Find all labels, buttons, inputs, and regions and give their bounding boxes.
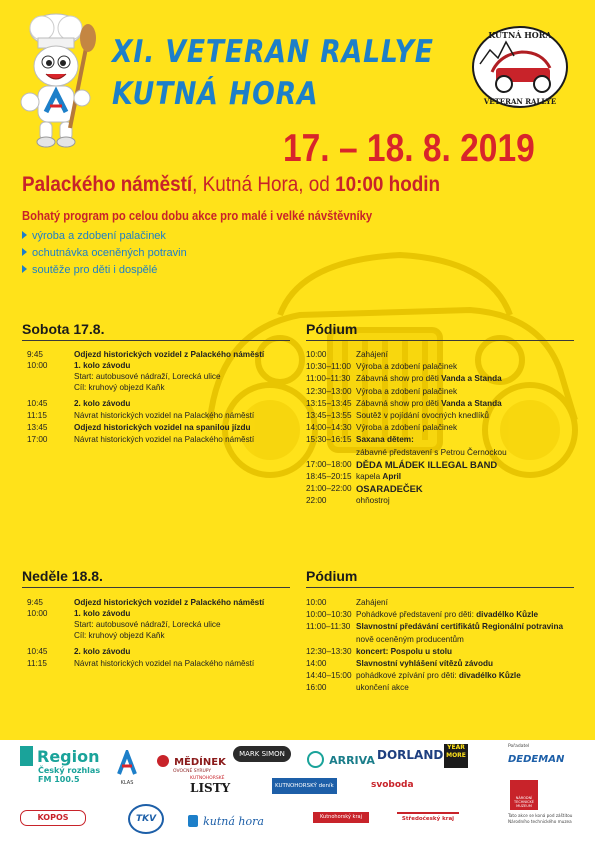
stage-text — [356, 447, 576, 459]
medinek-logo: MĚDÍNEK OVOCNÉ SYRUPY — [157, 750, 226, 774]
stage-text-pre: Zábavná show pro děti — [356, 374, 442, 384]
kutnohorsky-denik-logo: KUTNOHORSKÝ deník — [272, 778, 337, 794]
schedule-time: 11:15 — [27, 659, 47, 668]
sunday-stage-rule — [306, 587, 574, 588]
stage-text-pre: Výroba a zdobení palačinek — [356, 423, 458, 433]
schedule-text: Návrat historických vozidel na Palackého náměstí — [74, 411, 255, 420]
stage-time: 22:00 — [306, 496, 327, 506]
stage-text — [356, 361, 576, 373]
schedule-text: Cíl: kruhový objezd Kaňk — [74, 383, 165, 392]
venue-place: Palackého náměstí — [22, 173, 193, 196]
stage-row — [306, 658, 576, 670]
stage-time: 10:00 — [306, 598, 327, 607]
schedule-text: 2. kolo závodu — [74, 647, 131, 656]
schedule-text: Start: autobusové nádraží, Lorecká ulice — [74, 620, 221, 629]
venue-line — [22, 173, 440, 197]
stage-text-pre: ohňostroj — [356, 496, 390, 506]
stage-row — [306, 646, 576, 658]
stage-text-strong: Vanda a Standa — [441, 398, 502, 408]
stage-text — [356, 471, 576, 483]
stage-text — [356, 670, 576, 682]
stage-row — [306, 422, 576, 434]
sunday-rule — [22, 587, 290, 588]
stage-row — [306, 621, 576, 633]
stage-text — [356, 597, 576, 609]
sunday-schedule — [22, 597, 292, 669]
stage-text-pre: ukončení akce — [356, 683, 409, 693]
schedule-time: 10:45 — [27, 399, 48, 408]
stage-row — [306, 609, 576, 621]
arriva-icon — [307, 751, 324, 768]
arrow-icon — [22, 231, 27, 239]
sunday-stage-schedule — [306, 597, 576, 695]
region-logo: Region Český rozhlas FM 100.5 — [20, 746, 100, 784]
stage-time: 21:00–22:00 — [306, 484, 352, 494]
stage-text — [356, 609, 576, 621]
stage-time: 11:00–11:30 — [306, 622, 351, 632]
stage-time: 16:00 — [306, 683, 327, 693]
stage-text — [356, 386, 576, 398]
highlight-item: soutěže pro děti i dospělé — [22, 264, 187, 281]
saturday-heading: Sobota 17.8. — [22, 321, 105, 337]
event-title: XI. VETERAN RALLYE — [112, 34, 434, 70]
veteran-rallye-badge-icon — [470, 24, 570, 110]
stage-row — [306, 471, 576, 483]
stage-row — [306, 495, 576, 507]
schedule-text: 2. kolo závodu — [74, 399, 131, 408]
tkv-logo: TKV — [128, 804, 164, 834]
stage-text — [356, 495, 576, 507]
kutna-hora-icon — [188, 815, 198, 827]
year-more-logo: YEAR MORE — [444, 744, 468, 768]
schedule-time: 10:45 — [27, 647, 48, 656]
stage-row — [306, 398, 576, 410]
stage-time: 10:00 — [306, 350, 327, 359]
stage-row — [306, 597, 576, 609]
klas-icon — [116, 750, 138, 776]
schedule-text: Návrat historických vozidel na Palackého náměstí — [74, 659, 255, 668]
stage-time: 12:30–13:30 — [306, 646, 352, 656]
stage-text — [356, 422, 576, 434]
stage-text-strong: DĚDA MLÁDEK ILLEGAL BAND — [356, 458, 498, 470]
stage-text — [356, 373, 576, 385]
stage-row — [306, 447, 576, 459]
stage-time: 10:00–10:30 — [306, 610, 352, 620]
stage-text — [356, 434, 576, 446]
stage-time: 11:00–11:30 — [306, 374, 351, 384]
stage-row — [306, 373, 576, 385]
stage-time: 13:15–13:45 — [306, 398, 352, 408]
stage-text — [356, 349, 576, 361]
stage-row — [306, 459, 576, 471]
program-tagline: Bohatý program po celou dobu akce pro malé i velké návštěvníky — [22, 209, 373, 223]
schedule-text: Cíl: kruhový objezd Kaňk — [74, 631, 165, 640]
kopos-logo: KOPOS — [20, 810, 86, 826]
schedule-time: 17:00 — [27, 435, 48, 444]
stage-row — [306, 349, 576, 361]
stage-text-strong: divadélko Kůzle — [476, 610, 539, 620]
stage-row — [306, 386, 576, 398]
schedule-row — [22, 422, 292, 433]
sunday-heading: Neděle 18.8. — [22, 568, 103, 584]
stage-text-pre: Zahájení — [356, 598, 388, 607]
kutnohorske-listy-logo: KUTNOHORSKÉ LISTY — [190, 776, 231, 795]
stage-text-pre: kapela — [356, 472, 383, 482]
chef-mascot-icon — [6, 8, 110, 150]
stage-row — [306, 410, 576, 422]
stage-text-strong: Saxana dětem: — [356, 435, 414, 445]
stage-row — [306, 682, 576, 694]
schedule-row — [22, 398, 292, 409]
stage-row — [306, 634, 576, 646]
kutna-hora-logo: kutná hora — [188, 810, 264, 829]
badge-bottom-text: VETERAN RALLYE — [483, 97, 557, 106]
schedule-text: Odjezd historických vozidel na spanilou jízdu — [74, 423, 251, 432]
stage-text-pre: Výroba a zdobení palačinek — [356, 362, 458, 372]
svoboda-logo: svoboda — [371, 780, 414, 790]
stage-row — [306, 434, 576, 446]
stage-time: 15:30–16:15 — [306, 435, 352, 445]
schedule-row — [22, 658, 292, 669]
stage-text-strong: koncert: Pospolu u stolu — [356, 646, 452, 656]
stage-time: 14:00 — [306, 659, 327, 669]
saturday-stage-heading: Pódium — [306, 321, 358, 337]
schedule-time: 9:45 — [27, 598, 43, 607]
stage-time: 17:00–18:00 — [306, 459, 352, 469]
stage-row — [306, 670, 576, 682]
schedule-time: 13:45 — [27, 423, 48, 432]
stage-text-strong: Vanda a Standa — [441, 374, 502, 384]
stage-time: 14:00–14:30 — [306, 423, 352, 433]
venue-time: 10:00 hodin — [335, 173, 441, 196]
stage-text — [356, 658, 576, 670]
stage-text-pre: Zahájení — [356, 350, 388, 359]
saturday-rule — [22, 340, 290, 341]
dedeman-logo: DEDEMAN — [508, 754, 565, 765]
schedule-time: 10:00 — [27, 361, 48, 370]
schedule-text: Odjezd historických vozidel z Palackého náměstí — [74, 350, 265, 359]
stage-row — [306, 483, 576, 495]
saturday-schedule — [22, 349, 292, 445]
schedule-time: 11:15 — [27, 411, 47, 420]
region-icon — [20, 746, 33, 766]
stage-text — [356, 459, 576, 471]
stage-text — [356, 483, 576, 495]
schedule-row — [22, 597, 292, 608]
badge-top-text: KUTNÁ HORA — [488, 30, 552, 40]
event-date: 17. – 18. 8. 2019 — [283, 127, 535, 170]
event-title-city: KUTNÁ HORA — [112, 76, 319, 112]
arriva-logo: ARRIVA — [307, 749, 375, 768]
stage-time: 14:40–15:00 — [306, 671, 352, 681]
stage-text-pre: zábavné představení s Petrou Černockou — [356, 447, 507, 457]
medinek-icon — [157, 755, 169, 767]
stage-text-pre: Pohádkové představení pro děti: — [356, 610, 477, 620]
ntm-logo: NÁRODNÍ TECHNICKÉ MUZEUM — [510, 780, 538, 810]
stage-text-strong: OSARADEČEK — [356, 483, 423, 495]
stage-row — [306, 361, 576, 373]
stage-text — [356, 410, 576, 422]
stage-text-strong: Slavnostní vyhlášení vítězů závodu — [356, 659, 493, 669]
stage-text-pre: Soutěž v pojídání ovocných knedlíků — [356, 411, 489, 421]
kutnohorsky-kraj-logo: Kutnohorský kraj — [313, 812, 369, 823]
schedule-row — [22, 608, 292, 619]
klas-logo: KLAS — [116, 750, 138, 786]
stage-text — [356, 682, 576, 694]
schedule-row — [22, 382, 292, 393]
stage-time: 12:30–13:00 — [306, 386, 352, 396]
schedule-row — [22, 371, 292, 382]
schedule-text: Návrat historických vozidel na Palackého náměstí — [74, 435, 255, 444]
schedule-row — [22, 619, 292, 630]
arrow-icon — [22, 248, 27, 256]
stage-time: 13:45–13:55 — [306, 411, 352, 421]
schedule-row — [22, 434, 292, 445]
schedule-time: 9:45 — [27, 350, 43, 359]
schedule-row — [22, 630, 292, 641]
stage-text — [356, 646, 576, 658]
schedule-row — [22, 360, 292, 371]
schedule-time: 10:00 — [27, 609, 48, 618]
partner-label: Pořadatel — [508, 744, 530, 749]
stredocesky-kraj-logo: Středočeský kraj — [397, 812, 459, 825]
schedule-row — [22, 349, 292, 360]
ntm-note: Tato akce se koná pod záštitou Národního technického muzea — [508, 813, 573, 824]
venue-city: , Kutná Hora, od — [192, 173, 336, 196]
mark-simon-logo: MARK SIMON — [233, 746, 291, 762]
stage-text-pre: nově oceněným producentům — [356, 634, 464, 644]
sunday-stage-heading: Pódium — [306, 568, 358, 584]
stage-text-strong: divadélko Kůzle — [458, 671, 521, 681]
saturday-stage-schedule — [306, 349, 576, 508]
stage-text-strong: Slavnostní předávání certifikátů Regionální potravina — [356, 622, 564, 632]
schedule-row — [22, 410, 292, 421]
stage-text — [356, 621, 576, 633]
schedule-text: Odjezd historických vozidel z Palackého náměstí — [74, 598, 265, 607]
schedule-text: 1. kolo závodu — [74, 361, 131, 370]
stage-text — [356, 398, 576, 410]
stage-text-strong: April — [382, 472, 402, 482]
stage-text — [356, 634, 576, 646]
schedule-text: Start: autobusové nádraží, Lorecká ulice — [74, 372, 221, 381]
schedule-row — [22, 646, 292, 657]
stage-text-pre: Výroba a zdobení palačinek — [356, 386, 458, 396]
schedule-text: 1. kolo závodu — [74, 609, 131, 618]
stage-text-pre: Zábavná show pro děti — [356, 398, 442, 408]
dorland-logo: DORLAND — [377, 748, 444, 762]
arrow-icon — [22, 265, 27, 273]
highlight-item: výroba a zdobení palačinek — [22, 230, 187, 247]
saturday-stage-rule — [306, 340, 574, 341]
stage-time: 10:30–11:00 — [306, 362, 351, 372]
sponsor-bar — [0, 740, 595, 842]
stage-time: 18:45–20:15 — [306, 472, 352, 482]
stage-text-pre: pohádkové zpívání pro děti: — [356, 671, 459, 681]
highlights-list — [22, 230, 187, 281]
highlight-item: ochutnávka oceněných potravin — [22, 247, 187, 264]
